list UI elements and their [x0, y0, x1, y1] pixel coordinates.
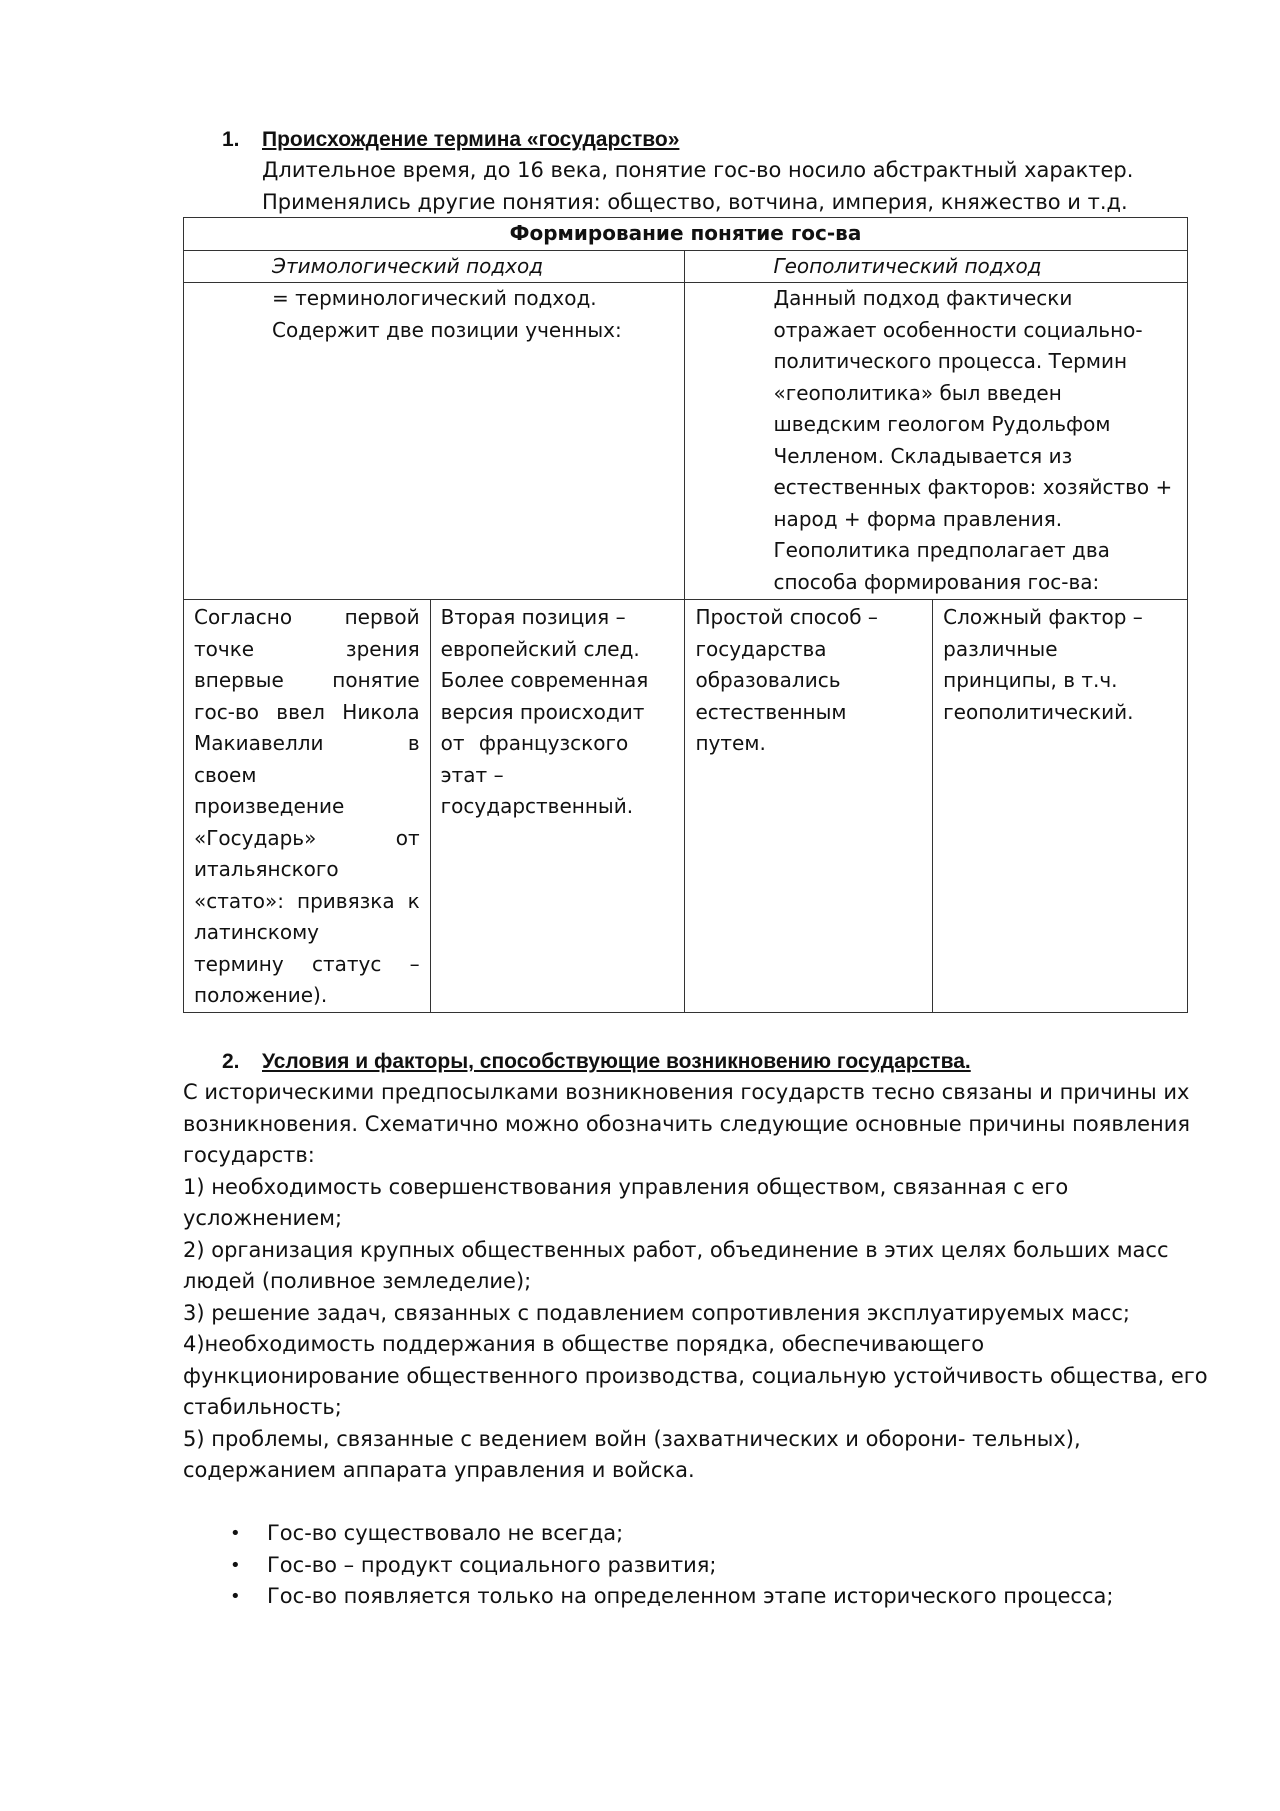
bullet-item: Гос-во – продукт социального развития;	[267, 1553, 717, 1577]
second-position-cell	[430, 600, 685, 1013]
section-2-line: С историческими предпосылками возникновения государств тесно связаны и причины их	[183, 1080, 1190, 1104]
bullet-item: Гос-во появляется только на определенном этапе исторического процесса;	[267, 1584, 1114, 1608]
section-2-line: 3) решение задач, связанных с подавлением сопротивления эксплуатируемых масс;	[183, 1301, 1130, 1325]
cell-line: термину статус –	[194, 951, 420, 976]
cell-line: Вторая позиция –	[440, 605, 626, 629]
cell-line: этат –	[440, 762, 504, 787]
bullet-icon: •	[230, 1523, 241, 1544]
cell-line: от французского	[440, 731, 629, 755]
geopolitical-intro-line: политического процесса. Термин	[773, 349, 1128, 373]
cell-line: впервые понятие	[194, 668, 420, 692]
cell-line: государственный.	[440, 794, 634, 818]
geopolitical-intro-line: «геополитика» был введен	[773, 380, 1062, 405]
cell-line: Простой способ –	[695, 605, 878, 629]
cell-line: государства	[695, 636, 827, 661]
cell-line: Макиавелли в	[194, 731, 420, 755]
section-2-line: людей (поливное земледелие);	[183, 1269, 532, 1293]
cell-line: гос-во ввел Никола	[194, 699, 420, 724]
bullet-icon: •	[230, 1586, 241, 1607]
cell-line: различные	[943, 636, 1058, 661]
cell-line: точке зрения	[194, 636, 420, 661]
section-2-line: 2) организация крупных общественных работ, объединение в этих целях больших масс	[183, 1238, 1169, 1262]
section-1-paragraph-line: Длительное время, до 16 века, понятие гос-во носило абстрактный характер.	[262, 158, 1134, 182]
section-2-line: функционирование общественного производства, социальную устойчивость общества, его	[183, 1364, 1208, 1388]
cell-line: «Государь» от	[194, 825, 420, 850]
cell-line: произведение	[194, 794, 345, 818]
section-2-line: 1) необходимость совершенствования управления обществом, связанная с его	[183, 1175, 1069, 1199]
state-formation-table	[183, 217, 1188, 1013]
cell-line: латинскому	[194, 920, 319, 944]
etymological-intro-line: = терминологический подход.	[272, 286, 597, 310]
section-2-line: 4)необходимость поддержания в обществе порядка, обеспечивающего	[183, 1332, 985, 1356]
geopolitical-intro-line: Челленом. Складывается из	[773, 443, 1073, 468]
etymological-intro-line: Содержит две позиции ученных:	[272, 317, 622, 342]
bullet-item: Гос-во существовало не всегда;	[267, 1521, 624, 1545]
geopolitical-intro-line: отражает особенности социально-	[773, 317, 1143, 342]
cell-line: итальянского	[194, 857, 339, 881]
cell-line: версия происходит	[440, 699, 645, 724]
geopolitical-intro-line: Геополитика предполагает два	[773, 538, 1110, 562]
section-2-line: возникновения. Схематично можно обозначить следующие основные причины появления	[183, 1112, 1191, 1136]
cell-line: естественным	[695, 699, 847, 724]
complex-factor-cell	[933, 600, 1188, 1013]
geopolitical-intro-line: Данный подход фактически	[773, 286, 1073, 310]
geopolitical-intro-cell	[685, 283, 1188, 600]
cell-line: «стато»: привязка к	[194, 888, 420, 913]
section-1-title: Происхождение термина «государство»	[262, 128, 680, 151]
cell-line: Согласно первой	[194, 605, 420, 629]
geopolitical-intro-line: шведским геологом Рудольфом	[773, 412, 1111, 436]
cell-line: европейский след.	[440, 636, 640, 661]
geopolitical-intro-line: способа формирования гос-ва:	[773, 569, 1100, 594]
cell-line: геополитический.	[943, 699, 1134, 724]
cell-line: своем	[194, 762, 257, 787]
section-2-line: усложнением;	[183, 1206, 343, 1230]
cell-line: принципы, в т.ч.	[943, 668, 1118, 692]
section-2-line: государств:	[183, 1143, 315, 1167]
geopolitical-intro-line: естественных факторов: хозяйство +	[773, 475, 1173, 499]
etymological-intro-cell	[184, 283, 685, 600]
section-2-number: 2.	[222, 1050, 240, 1073]
section-2-title: Условия и факторы, способствующие возникновению государства.	[262, 1050, 971, 1073]
geopolitical-heading: Геополитический подход	[685, 250, 1188, 283]
section-2-line: 5) проблемы, связанные с ведением войн (захватнических и оборони- тельных),	[183, 1427, 1081, 1451]
simple-method-cell	[685, 600, 933, 1013]
cell-line: положение).	[194, 983, 328, 1007]
geopolitical-intro-line: народ + форма правления.	[773, 506, 1063, 531]
bullet-icon: •	[230, 1555, 241, 1576]
section-2-line: содержанием аппарата управления и войска.	[183, 1458, 695, 1482]
first-position-cell	[184, 600, 431, 1013]
table-header: Формирование понятие гос-ва	[184, 218, 1188, 251]
cell-line: Более современная	[440, 668, 649, 692]
cell-line: Сложный фактор –	[943, 605, 1143, 629]
section-1-paragraph-line: Применялись другие понятия: общество, вотчина, империя, княжество и т.д.	[262, 190, 1128, 214]
section-1-number: 1.	[222, 128, 240, 151]
etymological-heading: Этимологический подход	[184, 250, 685, 283]
cell-line: образовались	[695, 668, 841, 692]
cell-line: путем.	[695, 731, 766, 755]
section-2-line: стабильность;	[183, 1395, 342, 1419]
